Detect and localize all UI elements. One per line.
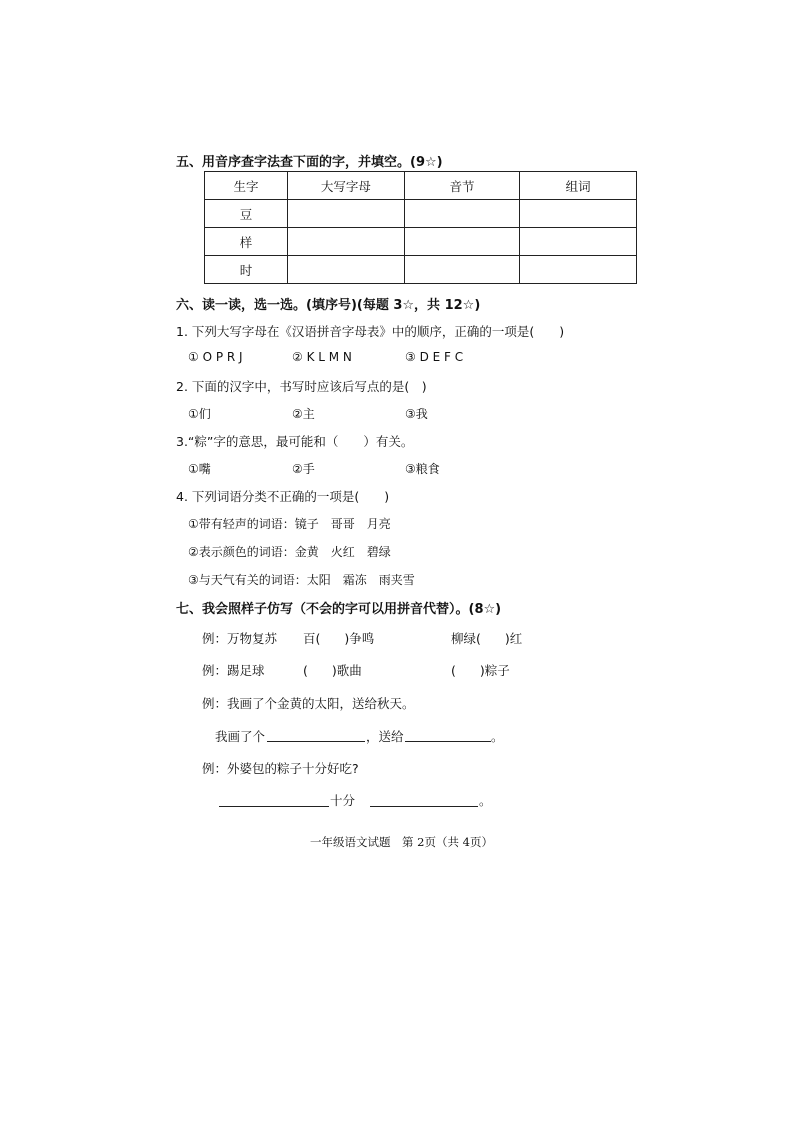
table-row <box>205 256 637 284</box>
table-row <box>205 228 637 256</box>
q1-option-1: ① O P R J <box>188 350 243 364</box>
q4-option-1: ①带有轻声的词语：镜子 哥哥 月亮 <box>188 517 391 531</box>
example-3-sentence: 例：我画了个金黄的太阳，送给秋天。 <box>202 696 415 711</box>
q1-option-3: ③ D E F C <box>405 350 464 364</box>
answer-cell[interactable] <box>404 256 520 284</box>
q3-option-2: ②手 <box>292 462 315 476</box>
example-4-sentence: 例：外婆包的粽子十分好吃? <box>202 761 359 776</box>
example-2-label: 例：踢足球 <box>202 663 265 678</box>
fill-3-end: 。 <box>491 729 504 744</box>
fill-3-start: 我画了个 <box>215 729 266 744</box>
fill-3-blank-2[interactable] <box>405 741 491 742</box>
fill-4-mid: 十分 <box>330 793 356 808</box>
example-1-fill-b-post: )红 <box>504 631 523 646</box>
answer-cell[interactable] <box>288 228 405 256</box>
header-syllable: 音节 <box>404 172 520 200</box>
answer-cell[interactable] <box>288 200 405 228</box>
example-1-fill-b-pre: 柳绿( <box>451 631 481 646</box>
example-1-fill-a-pre: 百( <box>303 631 321 646</box>
q2-option-1: ①们 <box>188 407 211 421</box>
char-cell: 样 <box>205 228 288 256</box>
example-2-fill-b <box>451 661 510 679</box>
example-1-fill-b <box>451 629 522 647</box>
example-2-fill-a-pre: ( <box>303 663 308 678</box>
page-footer: 一年级语文试题 第 2页（共 4页） <box>310 835 493 849</box>
example-1-label: 例：万物复苏 <box>202 631 278 646</box>
table-header-row <box>205 172 637 200</box>
char-cell: 时 <box>205 256 288 284</box>
section6-title: 六、读一读，选一选。(填序号)(每题 3☆，共 12☆) <box>176 298 481 313</box>
fill-3-mid: ，送给 <box>366 729 404 744</box>
header-capital-letter: 大写字母 <box>288 172 405 200</box>
question-4: 4. 下列词语分类不正确的一项是( ) <box>176 489 390 504</box>
answer-cell[interactable] <box>404 200 520 228</box>
example-2-fill-a <box>303 661 362 679</box>
question-1: 1. 下列大写字母在《汉语拼音字母表》中的顺序，正确的一项是( ) <box>176 324 565 339</box>
header-word: 组词 <box>520 172 637 200</box>
example-2-fill-b-post: )粽子 <box>479 663 510 678</box>
section5-title: 五、用音序查字法查下面的字，并填空。(9☆) <box>176 155 443 170</box>
answer-cell[interactable] <box>520 256 637 284</box>
fill-4-blank-2[interactable] <box>370 806 478 807</box>
char-cell: 豆 <box>205 200 288 228</box>
example-1-fill-a-post: )争鸣 <box>344 631 375 646</box>
q4-option-3: ③与天气有关的词语：太阳 霜冻 雨夹雪 <box>188 573 415 587</box>
example-1-fill-a <box>303 629 374 647</box>
fill-4-end: 。 <box>479 793 492 808</box>
q2-option-3: ③我 <box>405 407 428 421</box>
example-2-fill-b-pre: ( <box>451 663 456 678</box>
answer-cell[interactable] <box>520 228 637 256</box>
lookup-table <box>204 171 637 284</box>
question-3: 3.“粽”字的意思，最可能和（ ）有关。 <box>176 434 414 449</box>
table-row <box>205 200 637 228</box>
q4-option-2: ②表示颜色的词语：金黄 火红 碧绿 <box>188 545 391 559</box>
fill-3-blank-1[interactable] <box>267 741 365 742</box>
fill-4-blank-1[interactable] <box>219 806 329 807</box>
q2-option-2: ②主 <box>292 407 315 421</box>
q1-option-2: ② K L M N <box>292 350 352 364</box>
answer-cell[interactable] <box>404 228 520 256</box>
answer-cell[interactable] <box>288 256 405 284</box>
question-2: 2. 下面的汉字中，书写时应该后写点的是( ) <box>176 379 427 394</box>
q3-option-3: ③粮食 <box>405 462 440 476</box>
header-shengzi: 生字 <box>205 172 288 200</box>
q3-option-1: ①嘴 <box>188 462 211 476</box>
section7-title: 七、我会照样子仿写（不会的字可以用拼音代替）。(8☆) <box>176 602 502 617</box>
example-2-fill-a-post: )歌曲 <box>331 663 362 678</box>
answer-cell[interactable] <box>520 200 637 228</box>
